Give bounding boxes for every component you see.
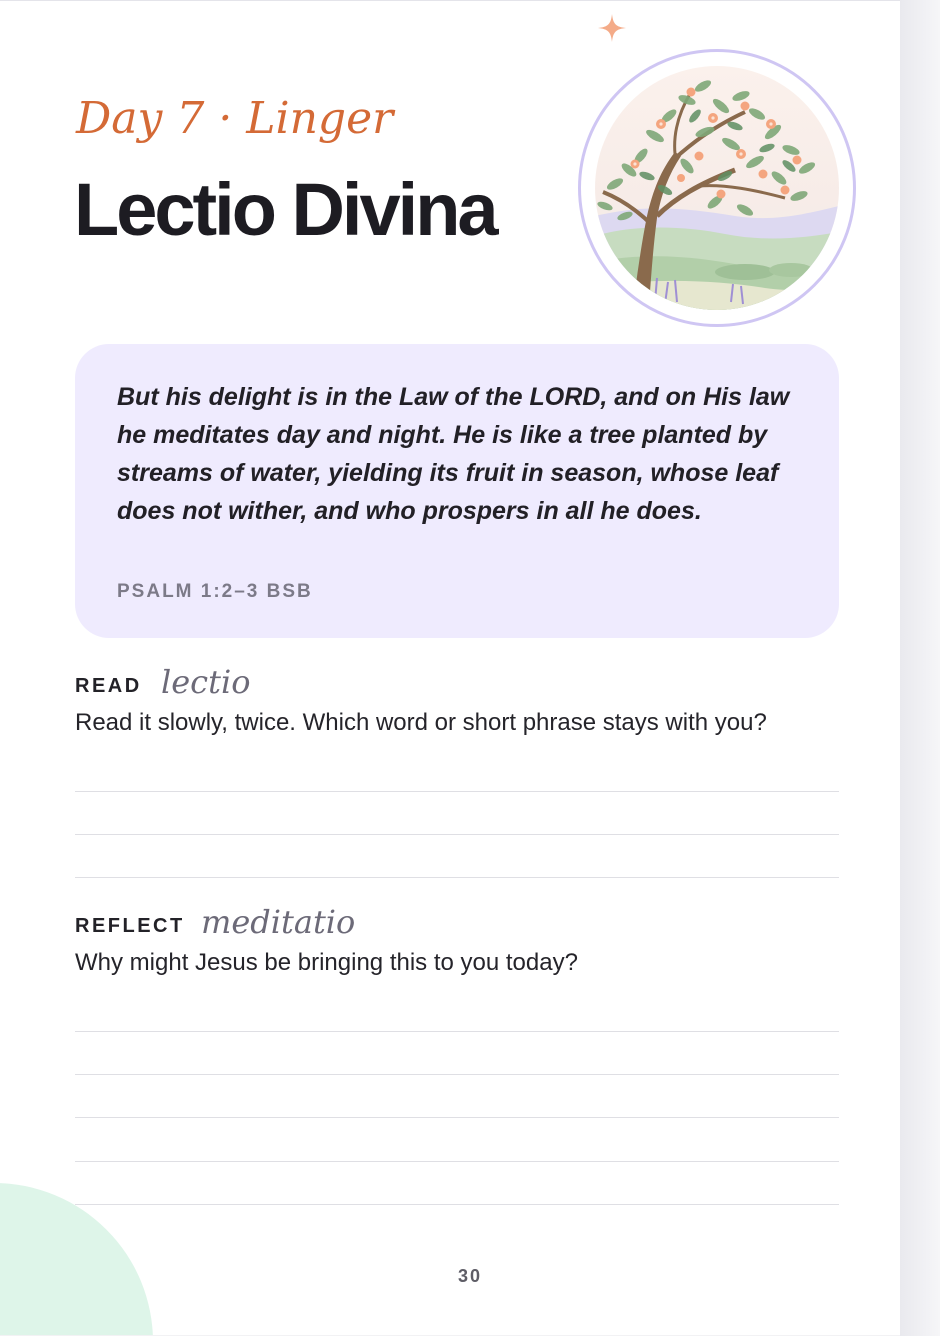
reflect-latin-label: meditatio [201,903,356,941]
read-writing-line[interactable] [75,791,839,792]
scripture-reference: PSALM 1:2–3 BSB [117,581,313,602]
reflect-label: REFLECT [75,915,185,937]
reflect-section [75,903,839,1213]
read-label: READ [75,675,142,697]
reflect-writing-line[interactable] [75,1117,839,1118]
scripture-quote-card [75,344,839,638]
day-title: Day 7 · Linger [76,93,394,144]
tree-illustration-medallion [578,49,856,327]
sparkle-icon [597,13,627,43]
tree-landscape-illustration [595,66,839,310]
read-latin-label: lectio [161,663,251,701]
read-writing-line[interactable] [75,834,839,835]
page-title: Lectio Divina [74,168,496,251]
reflect-prompt: Why might Jesus be bringing this to you today? [75,949,578,976]
scripture-quote-text: But his delight is in the Law of the LORD, and on His law he meditates day and night. He is like a tree planted by streams of water, yielding its fruit in season, whose leaf does not wither, and who prospers in all he does. [117,383,790,525]
read-prompt: Read it slowly, twice. Which word or short phrase stays with you? [75,709,767,736]
reflect-writing-line[interactable] [75,1204,839,1205]
read-section [75,663,839,893]
page-number: 30 [457,1266,483,1286]
reflect-writing-line[interactable] [75,1074,839,1075]
read-writing-line[interactable] [75,877,839,878]
reflect-writing-line[interactable] [75,1161,839,1162]
page-edge-shadow [900,0,940,1336]
reflect-writing-line[interactable] [75,1031,839,1032]
